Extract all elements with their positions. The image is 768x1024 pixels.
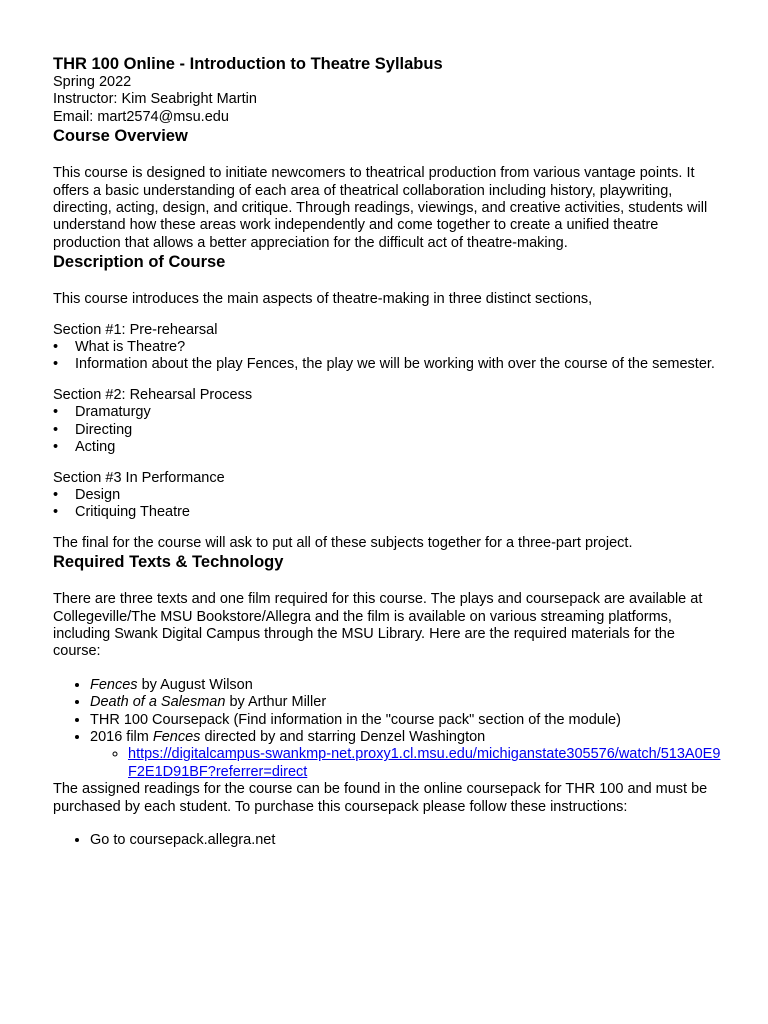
- film-link-list: [90, 746, 723, 781]
- list-item: • Acting: [53, 439, 116, 456]
- description-intro: This course introduces the main aspects of theatre-making in three distinct sections,: [53, 291, 593, 308]
- bullet-icon: •: [53, 356, 59, 373]
- email: Email: mart2574@msu.edu: [53, 108, 229, 125]
- description-heading: Description of Course: [53, 253, 226, 272]
- section-1-title: Section #1: Pre-rehearsal: [53, 321, 218, 338]
- list-item: • THR 100 Coursepack (Find information in the "course pack" section of the module): [90, 712, 723, 729]
- section-3-title: Section #3 In Performance: [53, 469, 225, 486]
- instructions-list: [53, 832, 723, 849]
- bullet-icon: •: [53, 504, 59, 521]
- texts-heading: Required Texts & Technology: [53, 553, 284, 572]
- list-item: [128, 746, 723, 781]
- section-1-block: [53, 322, 723, 374]
- document-title: THR 100 Online - Introduction to Theatre Syllabus: [53, 55, 443, 73]
- film-link[interactable]: https://digitalcampus-swankmp-net.proxy1.cl.msu.edu/michiganstate305576/watch/513A0E9F2E1D91BF?referrer=direct: [128, 746, 721, 780]
- final-project-paragraph: The final for the course will ask to put all of these subjects together for a three-part project.: [53, 534, 633, 551]
- term: Spring 2022: [53, 74, 132, 90]
- syllabus-page: [53, 55, 723, 849]
- list-item: • 2016 film Fences directed by and starring Denzel Washington ◦ https://digitalcampus-swankmp-net.proxy1.cl.msu.edu/michiganstate305576/watch/513A0E9F2E1D91BF?referrer=direct: [90, 729, 723, 781]
- bullet-icon: •: [53, 404, 59, 421]
- list-item: • Design: [53, 486, 121, 503]
- instructor: Instructor: Kim Seabright Martin: [53, 91, 257, 108]
- materials-list: [53, 677, 723, 781]
- bullet-icon: •: [53, 486, 59, 503]
- list-item: • Directing: [53, 421, 133, 438]
- list-item: • What is Theatre?: [53, 339, 186, 356]
- list-item: • Dramaturgy: [53, 404, 151, 421]
- list-item: • Critiquing Theatre: [53, 504, 190, 521]
- overview-paragraph: This course is designed to initiate newcomers to theatrical production from various vantage points. It offers a basic understanding of each area of theatrical collaboration including history, playwriting, directing, acting, design, and critique. Through readings, viewings, and creative activities, students will understand how these areas work independently and come together to create a unified theatre production that allows a better appreciation for the difficult act of theatre-making.: [53, 165, 708, 251]
- list-item: • Fences by August Wilson: [90, 677, 723, 694]
- section-3-block: [53, 470, 723, 522]
- texts-intro: There are three texts and one film required for this course. The plays and coursepack are available at Collegeville/The MSU Bookstore/Allegra and the film is available on various streaming platforms, including Swank Digital Campus through the MSU Library. Here are the required materials for the course:: [53, 591, 703, 660]
- section-2-block: [53, 387, 723, 457]
- list-item: • Information about the play Fences, the play we will be working with over the course of the semester.: [53, 356, 715, 373]
- list-item: • Go to coursepack.allegra.net: [90, 832, 723, 849]
- bullet-icon: •: [53, 339, 59, 356]
- list-item: • Death of a Salesman by Arthur Miller: [90, 694, 723, 711]
- section-2-title: Section #2: Rehearsal Process: [53, 386, 253, 403]
- bullet-icon: •: [53, 439, 59, 456]
- overview-heading: Course Overview: [53, 127, 188, 146]
- assigned-readings-paragraph: The assigned readings for the course can be found in the online coursepack for THR 100 and must be purchased by each student. To purchase this coursepack please follow these instructions:: [53, 781, 708, 815]
- bullet-icon: •: [53, 421, 59, 438]
